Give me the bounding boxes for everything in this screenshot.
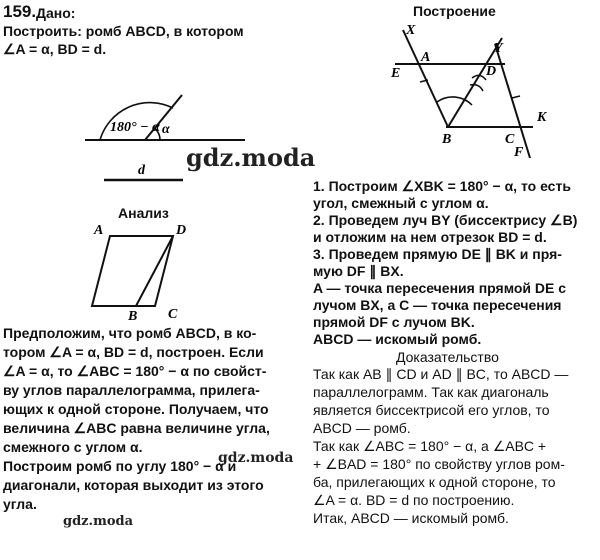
watermark-main: gdz.moda [186, 143, 316, 172]
construction-line: 2. Проведем луч BY (биссектрису ∠B) [313, 212, 578, 228]
label-b2: B [442, 132, 452, 147]
construction-line: мую DF ∥ BX. [313, 263, 404, 279]
analysis-line: угла. [3, 496, 37, 512]
proof-heading: Доказательство [396, 349, 499, 365]
ray-bx [403, 30, 448, 127]
label-y: Y [494, 41, 503, 56]
construction-line: прямой DF с лучом BK. [313, 314, 475, 330]
construction-heading: Построение [413, 3, 496, 19]
analysis-rhombus [92, 236, 173, 306]
label-b: B [128, 309, 138, 324]
proof-line: ба, прилегающих к одной стороне, то [313, 474, 556, 490]
angle-label-180: 180° − α [110, 120, 160, 135]
analysis-line: тором ∠A = α, BD = d, построен. Если [3, 344, 264, 360]
label-c: C [168, 307, 178, 322]
construction-line: 3. Проведем прямую DE ∥ BK и пря- [313, 246, 562, 262]
analysis-line: Построим ромб по углу 180° − α и [3, 458, 237, 474]
proof-line: Итак, ABCD — искомый ромб. [313, 510, 509, 526]
proof-line: ∠A = α. BD = d по построению. [313, 492, 515, 508]
proof-line: Так как AB ∥ CD и AD ∥ BC, то ABCD — [313, 366, 569, 382]
analysis-line: ву углов параллелограмма, прилега- [3, 382, 260, 398]
analysis-line: Предположим, что ромб ABCD, в ко- [3, 325, 257, 341]
analysis-line: ющих к одной стороне. Получаем, что [3, 401, 269, 417]
construction-line: лучом BX, а C — точка пересечения [313, 297, 562, 313]
angle-label-alpha: α [162, 122, 170, 137]
label-a2: A [421, 50, 431, 65]
label-d: D [176, 223, 187, 238]
label-a: A [94, 223, 104, 238]
label-k: K [537, 110, 547, 125]
proof-line: параллелограмм. Так как диагональ [313, 384, 549, 400]
construction-line: и отложим на нем отрезок BD = d. [313, 229, 547, 245]
construction-line: A — точка пересечения прямой DE с [313, 280, 567, 296]
proof-line: ABCD — ромб. [313, 420, 411, 436]
construction-line: угол, смежный с углом α. [313, 195, 489, 211]
analysis-line: смежного с углом α. [3, 439, 143, 455]
task-line-2: ∠A = α, BD = d. [3, 41, 107, 57]
construction-line: 1. Построим ∠XBK = 180° − α, то есть [313, 178, 571, 194]
proof-line: + ∠BAD = 180° по свойству углов ром- [313, 456, 565, 472]
construction-line: ABCD — искомый ромб. [313, 331, 482, 347]
problem-number: 159. [3, 2, 37, 21]
label-d2: D [486, 64, 497, 79]
analysis-line: ∠A = α, то ∠ABC = 180° − α по свойст- [3, 363, 267, 379]
analysis-heading: Анализ [118, 205, 169, 221]
proof-line: является биссектрисой его углов, то [313, 402, 550, 418]
segment-d-label: d [138, 163, 145, 178]
label-e: E [391, 66, 401, 81]
label-x: X [406, 23, 416, 38]
watermark-left: gdz.moda [218, 450, 294, 466]
construction-arc [437, 97, 472, 105]
diagonal-bd [136, 236, 173, 306]
task-line-1: Построить: ромб ABCD, в котором [3, 23, 244, 39]
analysis-line: величина ∠ABC равна величине угла, [3, 420, 270, 436]
label-c2: C [505, 132, 515, 147]
watermark-bottom: gdz.moda [63, 514, 134, 529]
label-f: F [514, 145, 524, 160]
proof-line: Так как ∠ABC = 180° − α, а ∠ABC + [313, 438, 547, 454]
analysis-line: диагонали, которая выходит из этого [3, 477, 264, 493]
given-label: Дано: [36, 5, 76, 21]
